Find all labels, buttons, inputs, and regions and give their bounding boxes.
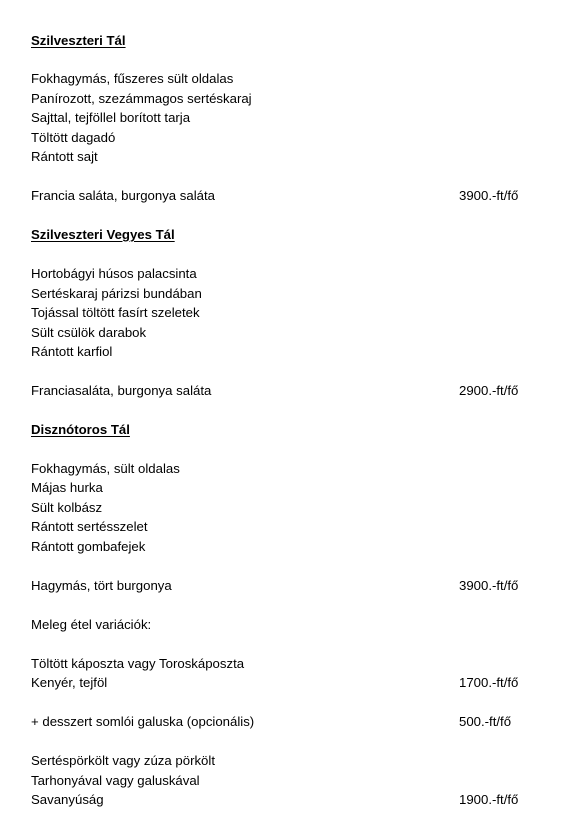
side-dish-row [31,186,531,206]
menu-item [31,284,531,304]
menu-item-text: Rántott sertésszelet [31,519,148,534]
side-dish-row [31,673,531,693]
menu-item [31,517,531,537]
menu-item-text: Tarhonyával vagy galuskával [31,772,200,788]
price-label: 1700.-ft/fő [459,675,519,690]
menu-item-text: Sertéskaraj párizsi bundában [31,285,202,301]
menu-item [31,478,531,498]
menu-item-text: Sertéspörkölt vagy zúza pörkölt [31,753,215,768]
menu-item-text: Hortobágyi húsos palacsinta [31,266,197,281]
menu-item [31,89,531,109]
section-title [31,225,531,245]
price-label: 3900.-ft/fő [459,577,519,593]
menu-item-text: Májas hurka [31,480,103,495]
section-title [31,31,531,51]
menu-item [31,342,531,362]
side-dish-row [31,381,531,401]
side-dish-text: Franciasaláta, burgonya saláta [31,383,212,398]
menu-item [31,108,531,128]
menu-item-text: Töltött dagadó [31,129,116,145]
menu-item-text: Tojással töltött fasírt szeletek [31,305,200,320]
menu-item [31,264,531,284]
side-dish-text: Kenyér, tejföl [31,675,108,690]
dessert-row [31,712,531,732]
section-title [31,420,531,440]
menu-item [31,459,531,479]
menu-item-text: Sült csülök darabok [31,324,147,340]
menu-item [31,323,531,343]
side-dish-text: Francia saláta, burgonya saláta [31,188,216,203]
section-heading-disznotoros-tal: Disznótoros Tál [31,422,130,437]
warm-dishes-intro [31,615,531,635]
menu-item [31,654,531,674]
menu-item-text: Fokhagymás, sült oldalas [31,460,180,476]
menu-item [31,128,531,148]
price-label: 1900.-ft/fő [459,792,519,807]
menu-item-text: Panírozott, szezámmagos sertéskaraj [31,90,252,106]
side-dish-text: Savanyúság [31,792,104,807]
dessert-text: + desszert somlói galuska (opcionális) [31,714,255,729]
menu-item [31,537,531,557]
section-heading-szilveszteri-tal: Szilveszteri Tál [31,33,126,48]
menu-item [31,303,531,323]
price-label: 3900.-ft/fő [459,188,519,203]
section-heading-szilveszteri-vegyes-tal: Szilveszteri Vegyes Tál [31,227,175,242]
price-label: 500.-ft/fő [459,714,512,729]
side-dish-text: Hagymás, tört burgonya [31,577,172,593]
menu-item [31,498,531,518]
menu-item-text: Sült kolbász [31,499,103,515]
menu-item-text: Rántott gombafejek [31,538,146,554]
menu-item [31,751,531,771]
menu-item-text: Rántott sajt [31,149,98,164]
menu-item-text: Fokhagymás, fűszeres sült oldalas [31,71,234,86]
menu-item-text: Rántott karfiol [31,344,113,359]
menu-item [31,771,531,791]
menu-item-text: Töltött káposzta vagy Toroskáposzta [31,655,245,671]
menu-item [31,147,531,167]
warm-dishes-intro-text: Meleg étel variációk: [31,616,152,632]
menu-item [31,69,531,89]
side-dish-row [31,576,531,596]
side-dish-row [31,790,531,810]
price-label: 2900.-ft/fő [459,383,519,398]
menu-item-text: Sajttal, tejföllel borított tarja [31,110,191,125]
